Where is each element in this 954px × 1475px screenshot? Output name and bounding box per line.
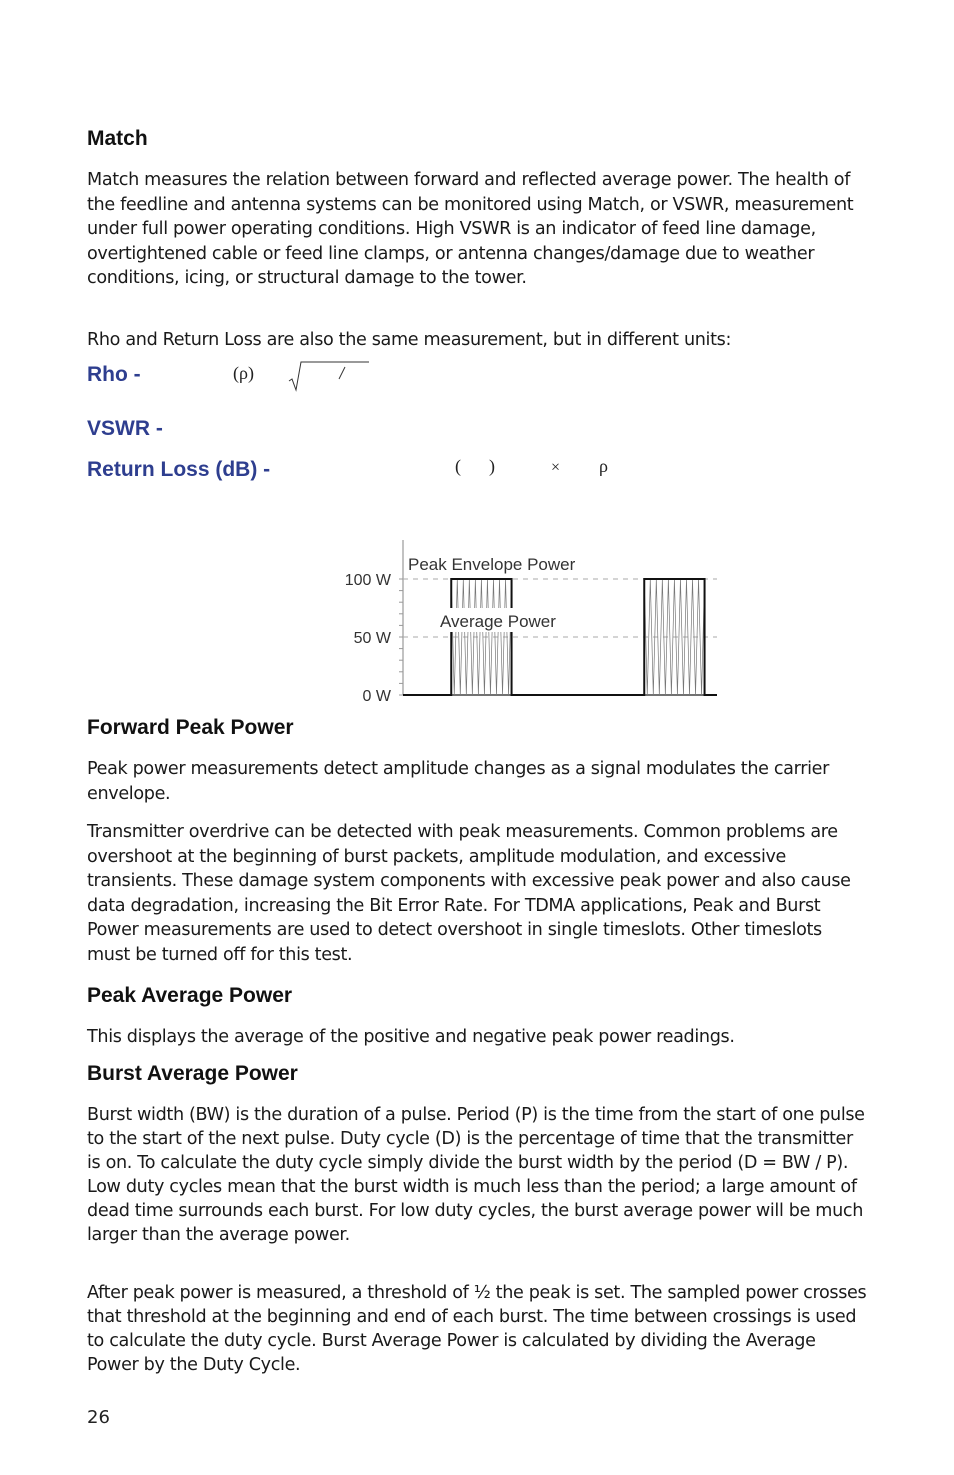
burst-average-paragraph-2: After peak power is measured, a threshold of ½ the peak is set. The sampled power crosses that threshold at the beginning and end of each burst. The time between crossings is used to calculate the duty cycle. Burst Average Power is calculated by dividing the Average Power by the Duty Cycle. <box>87 1283 867 1376</box>
peak-average-paragraph: This displays the average of the positive and negative peak power readings. <box>87 1027 735 1047</box>
y-tick-label: 100 W <box>344 572 391 589</box>
svg-text:×: × <box>551 459 561 476</box>
y-tick-label: 50 W <box>353 630 391 647</box>
match-paragraph-1: Match measures the relation between forward and reflected average power. The health of the feedline and antenna systems can be monitored using Match, or VSWR, measurement under full power operating conditions. High VSWR is an indicator of feed line damage, overtightened cable or feed line clamps, or antenna changes/damage due to weather conditions, icing, or structural damage to the tower. <box>87 170 854 289</box>
peak-envelope-chart <box>247 540 717 705</box>
vswr-label: VSWR - <box>87 417 163 440</box>
square-root-icon <box>287 359 371 393</box>
peak-envelope-power-annotation: Peak Envelope Power <box>408 555 576 574</box>
peak-average-power-heading: Peak Average Power <box>87 984 293 1007</box>
rho-symbol: (ρ) <box>233 363 254 383</box>
y-tick-label: 0 W <box>362 688 391 705</box>
svg-text:(: ( <box>455 456 461 476</box>
svg-text:): ) <box>489 456 495 476</box>
match-paragraph-2: Rho and Return Loss are also the same measurement, but in different units: <box>87 330 732 350</box>
burst-average-paragraph-1: Burst width (BW) is the duration of a pulse. Period (P) is the time from the start of one pulse to the start of the next pulse. Duty cycle (D) is the percentage of time that the transmitter is on. To calculate the duty cycle simply divide the burst width by the period (D = BW / P). Low duty cycles mean that the burst width is much less than the period; a large amount of dead time surrounds each burst. For low duty cycles, the burst average power will be much larger than the average power. <box>87 1105 865 1246</box>
match-heading: Match <box>87 127 148 150</box>
forward-peak-paragraph-1: Peak power measurements detect amplitude changes as a signal modulates the carrier envelope. <box>87 759 829 804</box>
average-power-annotation: Average Power <box>440 612 556 631</box>
return-loss-label: Return Loss (dB) - <box>87 458 271 481</box>
burst-average-power-heading: Burst Average Power <box>87 1062 298 1085</box>
svg-text:ρ: ρ <box>599 456 608 476</box>
rho-label: Rho - <box>87 363 141 386</box>
forward-peak-power-heading: Forward Peak Power <box>87 716 294 739</box>
return-loss-formula-icon <box>455 452 615 482</box>
forward-peak-paragraph-2: Transmitter overdrive can be detected with peak measurements. Common problems are overshoot at the beginning of burst packets, amplitude modulation, and excessive transients. These damage system components with excessive peak power and also cause data degradation, increasing the Bit Error Rate. For TDMA applications, Peak and Burst Power measurements are used to detect overshoot in single timeslots. Other timeslots must be turned off for this test. <box>87 822 851 965</box>
page-number: 26 <box>87 1407 110 1428</box>
modulation-waveform <box>451 579 511 695</box>
